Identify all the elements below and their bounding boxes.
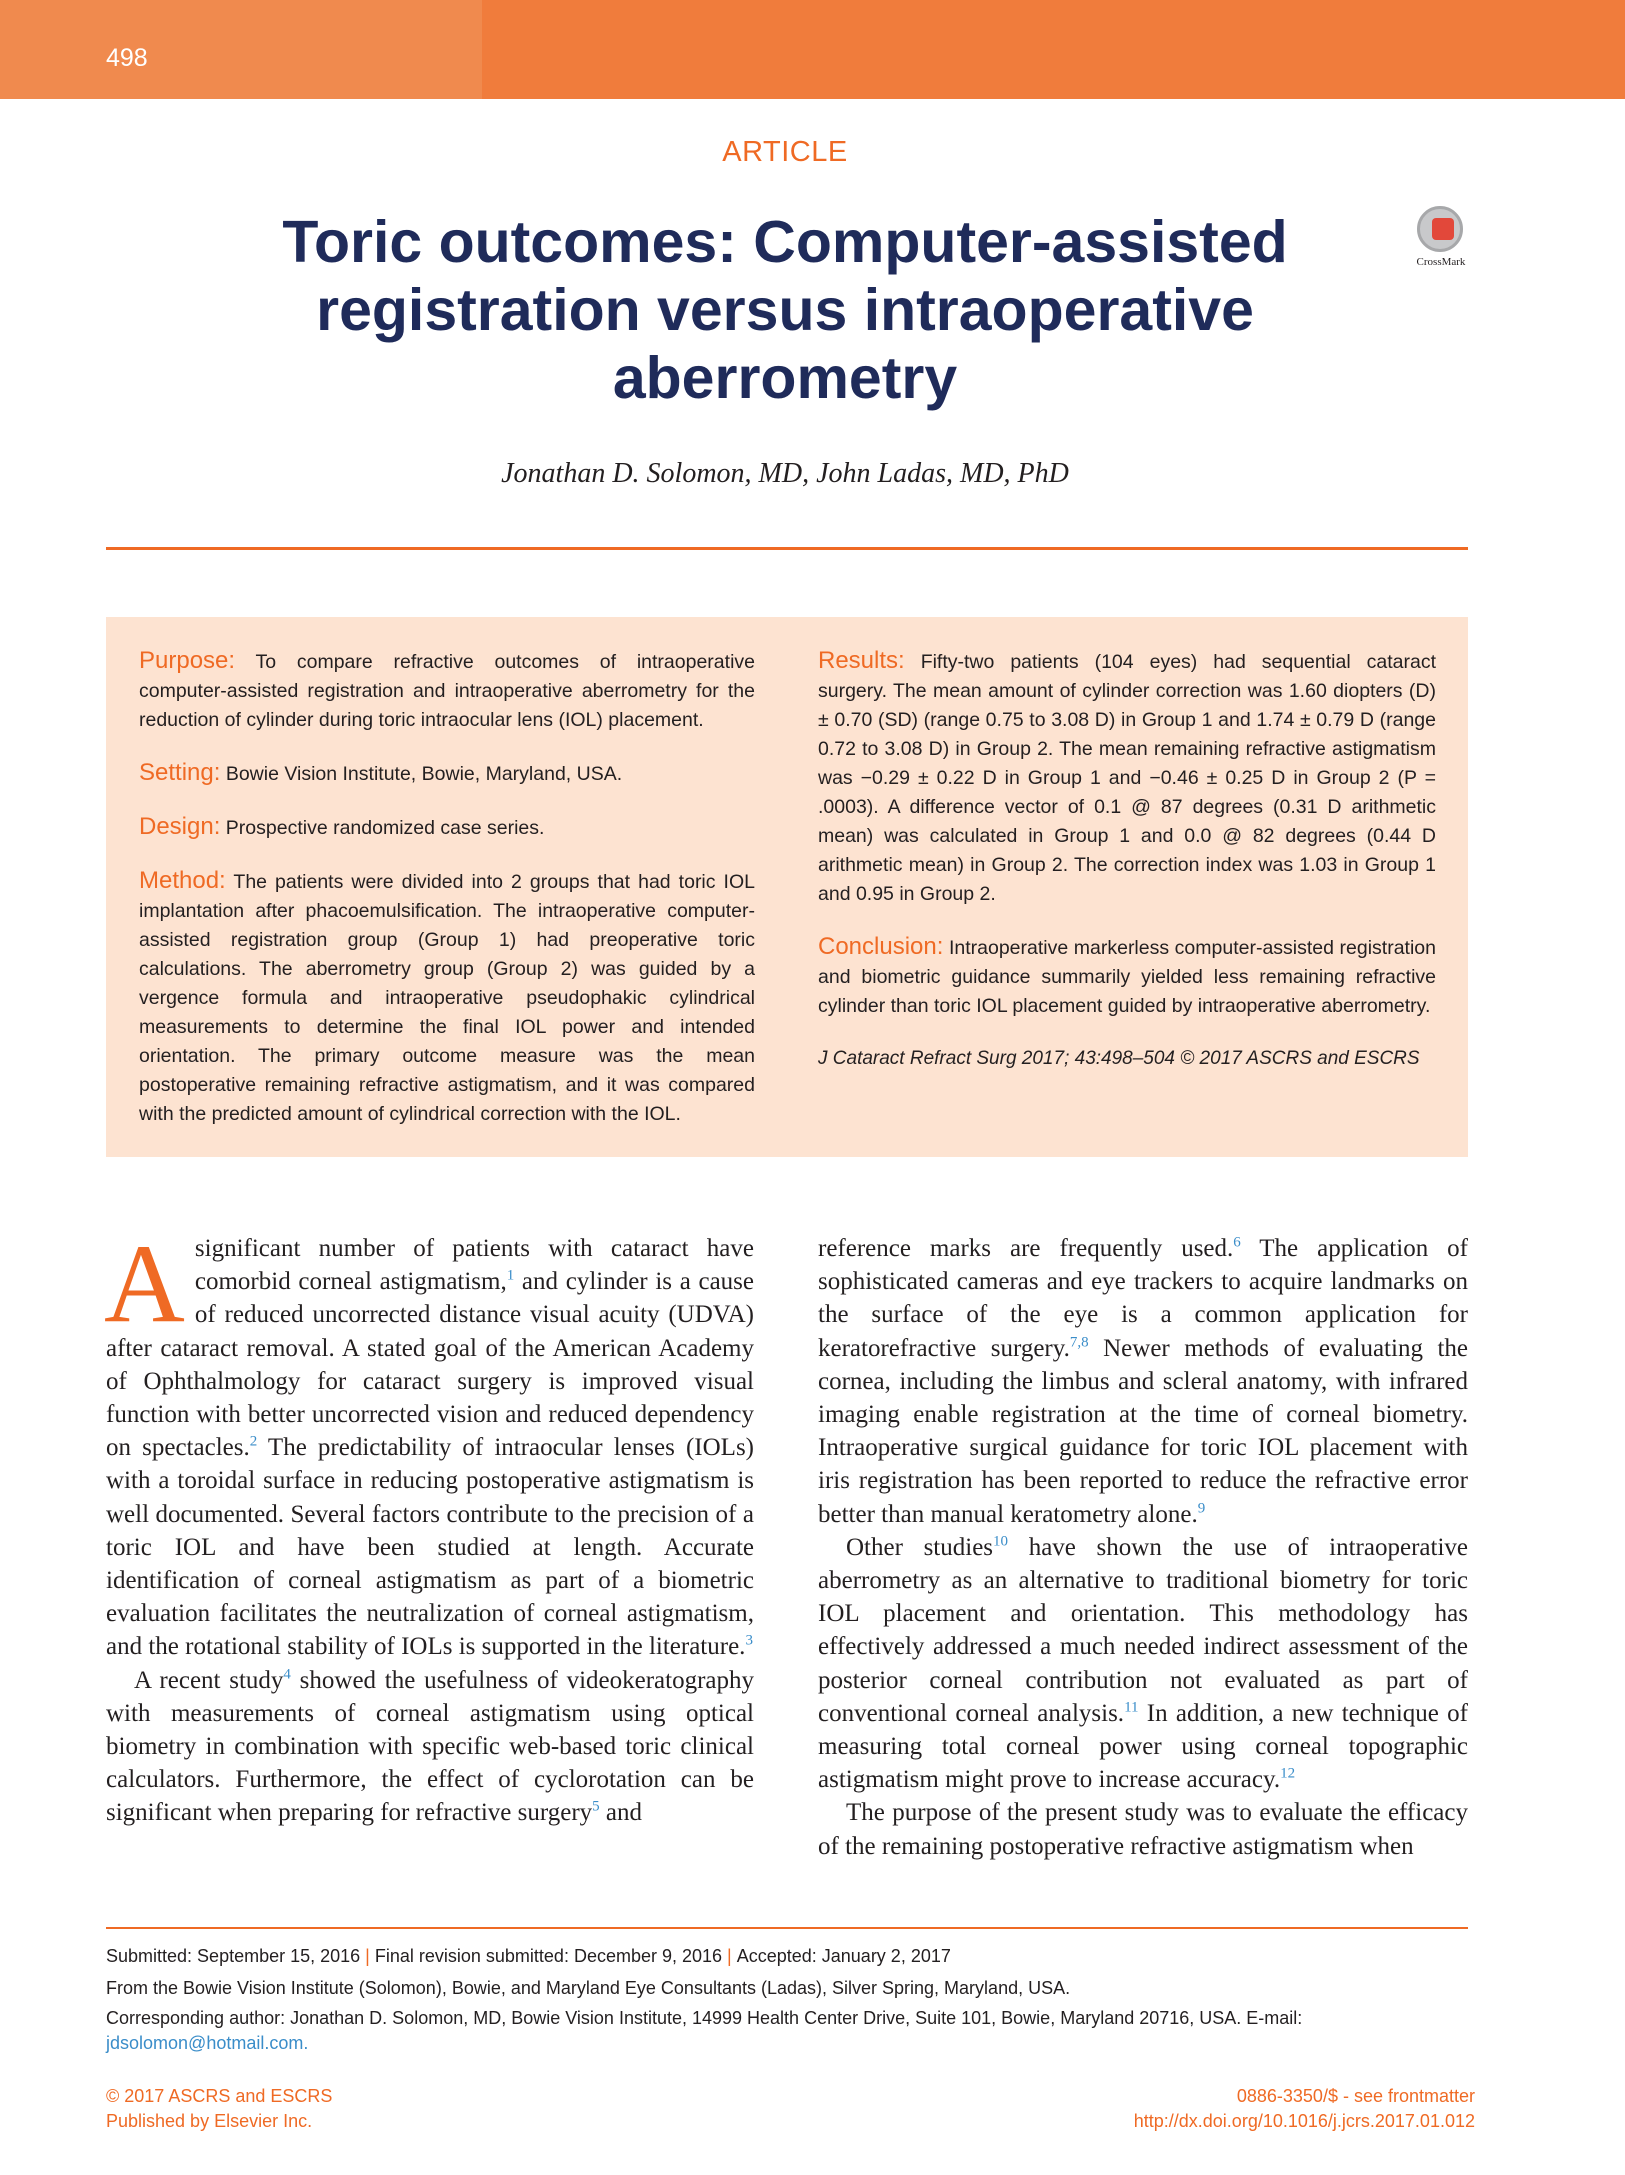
corresponding-author-note [106, 2006, 1468, 2056]
reference-link[interactable]: 3 [745, 1633, 753, 1650]
reference-link[interactable]: 2 [249, 1433, 258, 1450]
abstract-setting-text: Bowie Vision Institute, Bowie, Maryland, USA. [225, 763, 623, 785]
revision-date: Final revision submitted: December 9, 2016 [374, 1946, 723, 1966]
crossmark-label: CrossMark [1416, 256, 1466, 268]
reference-link[interactable]: 7,8 [1069, 1334, 1089, 1351]
separator: | [727, 1946, 732, 1966]
reference-link[interactable]: 10 [993, 1533, 1009, 1550]
issn-line: 0886-3350/$ - see frontmatter [1236, 2086, 1475, 2106]
abstract-purpose-heading: Purpose: [139, 647, 236, 674]
abstract-setting-heading: Setting: [139, 759, 221, 786]
body-text: significant number of patients with cataract have comorbid corneal astigmatism, [194, 1235, 754, 1296]
publisher-line: Published by Elsevier Inc. [106, 2111, 313, 2131]
doi-link[interactable]: http://dx.doi.org/10.1016/j.jcrs.2017.01.012 [1133, 2111, 1475, 2131]
submission-dates [106, 1944, 1468, 1969]
accepted-date: Accepted: January 2, 2017 [736, 1946, 951, 1966]
abstract-design-text: Prospective randomized case series. [225, 817, 545, 839]
abstract-conclusion-heading: Conclusion: [818, 933, 944, 960]
separator: | [365, 1946, 370, 1966]
body-text: have shown the use of intraoperative aberrometry as an alternative to traditional biometry for toric IOL placement and orientation. This methodology has effectively addressed a much needed indirect assessment of the posterior corneal contribution not evaluated as part of conventional corneal analysis. [818, 1533, 1468, 1727]
corresponding-author-text: Corresponding author: Jonathan D. Solomon, MD, Bowie Vision Institute, 14999 Health Center Drive, Suite 101, Bowie, Maryland 20716, USA. E-mail: [106, 2008, 1303, 2028]
abstract-method-heading: Method: [139, 867, 226, 894]
body-text: Newer methods of evaluating the cornea, including the limbus and scleral anatomy, with infrared imaging enable registration at the time of corneal biometry. Intraoperative surgical guidance for toric IOL placement with iris registration has been reported to reduce the refractive error better than manual keratometry alone. [818, 1334, 1468, 1528]
body-paragraph-2 [106, 1664, 754, 1830]
title-divider [106, 547, 1468, 550]
reference-link[interactable]: 12 [1280, 1765, 1296, 1782]
footnote-divider [106, 1927, 1468, 1929]
body-text: Other studies [846, 1533, 994, 1561]
crossmark-bookmark-icon [1432, 218, 1454, 240]
abstract-setting [139, 758, 755, 789]
reference-link[interactable]: 4 [283, 1666, 291, 1683]
crossmark-icon [1417, 206, 1463, 252]
abstract-design [139, 812, 755, 843]
section-label: ARTICLE [722, 136, 848, 168]
reference-link[interactable]: 11 [1124, 1699, 1139, 1716]
abstract-method-text: The patients were divided into 2 groups that had toric IOL implantation after phacoemulsification. The intraoperative computer-assisted registration group (Group 1) had preoperative toric calculations. The aberrometry group (Group 2) was guided by a vergence formula and intraoperative pseudophakic cylindrical measurements to determine the final IOL power and intended orientation. The primary outcome measure was the mean postoperative remaining refractive astigmatism, and it was compared with the predicted amount of cylindrical correction with the IOL. [139, 871, 755, 1125]
body-text: showed the usefulness of videokeratography with measurements of corneal astigmatism using optical biometry in combination with specific web-based toric clinical calculators. Furthermore, the effect of cyclorotation can be significant when preparing for refractive surgery [106, 1666, 754, 1827]
body-text: and [599, 1799, 643, 1827]
journal-citation: J Cataract Refract Surg 2017; 43:498–504 © 2017 ASCRS and ESCRS [818, 1048, 1420, 1069]
body-paragraph-4 [818, 1531, 1468, 1797]
abstract-conclusion-text: Intraoperative markerless computer-assisted registration and biometric guidance summarily yielded less remaining refractive cylinder than toric IOL placement guided by intraoperative aberrometry. [818, 937, 1436, 1017]
body-paragraph-3 [818, 1232, 1468, 1531]
header-bar-accent [482, 0, 1625, 99]
issn-doi-block [1134, 2084, 1475, 2134]
abstract-design-heading: Design: [139, 813, 221, 840]
email-link[interactable]: jdsolomon@hotmail.com. [106, 2033, 309, 2053]
abstract-purpose-text: To compare refractive outcomes of intraoperative computer-assisted registration and intraoperative aberrometry for the reduction of cylinder during toric intraocular lens (IOL) placement. [139, 651, 755, 731]
header-bar [0, 0, 1625, 99]
reference-link[interactable]: 5 [592, 1799, 600, 1816]
article-title: Toric outcomes: Computer-assisted registration versus intraoperative aberrometry [282, 209, 1288, 411]
reference-link[interactable]: 9 [1197, 1500, 1206, 1517]
body-text: reference marks are frequently used. [818, 1235, 1234, 1262]
author-list: Jonathan D. Solomon, MD, John Ladas, MD, PhD [501, 458, 1069, 489]
abstract-method [139, 866, 755, 1129]
abstract-results [818, 646, 1436, 909]
body-text: and cylinder is a cause of reduced uncorrected distance visual acuity (UDVA) after cataract removal. A stated goal of the American Academy of Ophthalmology for cataract surgery is improved visual function with better uncorrected vision and reduced dependency on spectacles. [106, 1268, 754, 1462]
body-text: The application of sophisticated cameras and eye trackers to acquire landmarks on the surface of the eye is a common application for keratorefractive surgery. [818, 1235, 1468, 1362]
copyright-line: © 2017 ASCRS and ESCRS [106, 2086, 333, 2106]
body-left-column [104, 1222, 754, 1830]
reference-link[interactable]: 1 [506, 1267, 515, 1284]
copyright-block [106, 2084, 332, 2134]
abstract-conclusion [818, 932, 1436, 1021]
abstract-results-text: Fifty-two patients (104 eyes) had sequential cataract surgery. The mean amount of cylinder correction was 1.60 diopters (D) ± 0.70 (SD) (range 0.75 to 3.08 D) in Group 1 and 1.74 ± 0.79 D (range 0.72 to 3.08 D) in Group 2. The mean remaining refractive astigmatism was −0.29 ± 0.22 D in Group 1 and −0.46 ± 0.25 D in Group 2 (P = .0003). A difference vector of 0.1 @ 87 degrees (0.31 D arithmetic mean) was calculated in Group 1 and 0.0 @ 82 degrees (0.44 D arithmetic mean) in Group 2. The correction index was 1.03 in Group 1 and 0.95 in Group 2. [818, 651, 1436, 905]
abstract-results-heading: Results: [818, 647, 905, 674]
reference-link[interactable]: 6 [1233, 1234, 1241, 1251]
affiliation-note: From the Bowie Vision Institute (Solomon), Bowie, and Maryland Eye Consultants (Ladas), Silver Spring, Maryland, USA. [106, 1978, 1071, 1998]
body-text: In addition, a new technique of measuring total corneal power using corneal topographic astigmatism might prove to increase accuracy. [818, 1699, 1468, 1794]
body-right-column [818, 1232, 1468, 1863]
body-paragraph-5: The purpose of the present study was to evaluate the efficacy of the remaining postoperative refractive astigmatism when [818, 1799, 1468, 1860]
submitted-date: Submitted: September 15, 2016 [106, 1946, 361, 1966]
drop-cap: A [104, 1222, 185, 1346]
crossmark-badge[interactable] [1408, 206, 1474, 272]
page-number: 498 [106, 44, 148, 72]
body-paragraph-1 [104, 1222, 754, 1664]
abstract-purpose [139, 646, 755, 735]
body-text: A recent study [134, 1666, 284, 1694]
abstract-left-column [139, 646, 755, 1152]
body-text: The predictability of intraocular lenses (IOLs) with a toroidal surface in reducing postoperative astigmatism is well documented. Several factors contribute to the precision of a toric IOL and have been studied at length. Accurate identification of corneal astigmatism as part of a biometric evaluation facilitates the neutralization of corneal astigmatism, and the rotational stability of IOLs is supported in the literature. [106, 1434, 754, 1661]
abstract-right-column [818, 646, 1436, 1073]
